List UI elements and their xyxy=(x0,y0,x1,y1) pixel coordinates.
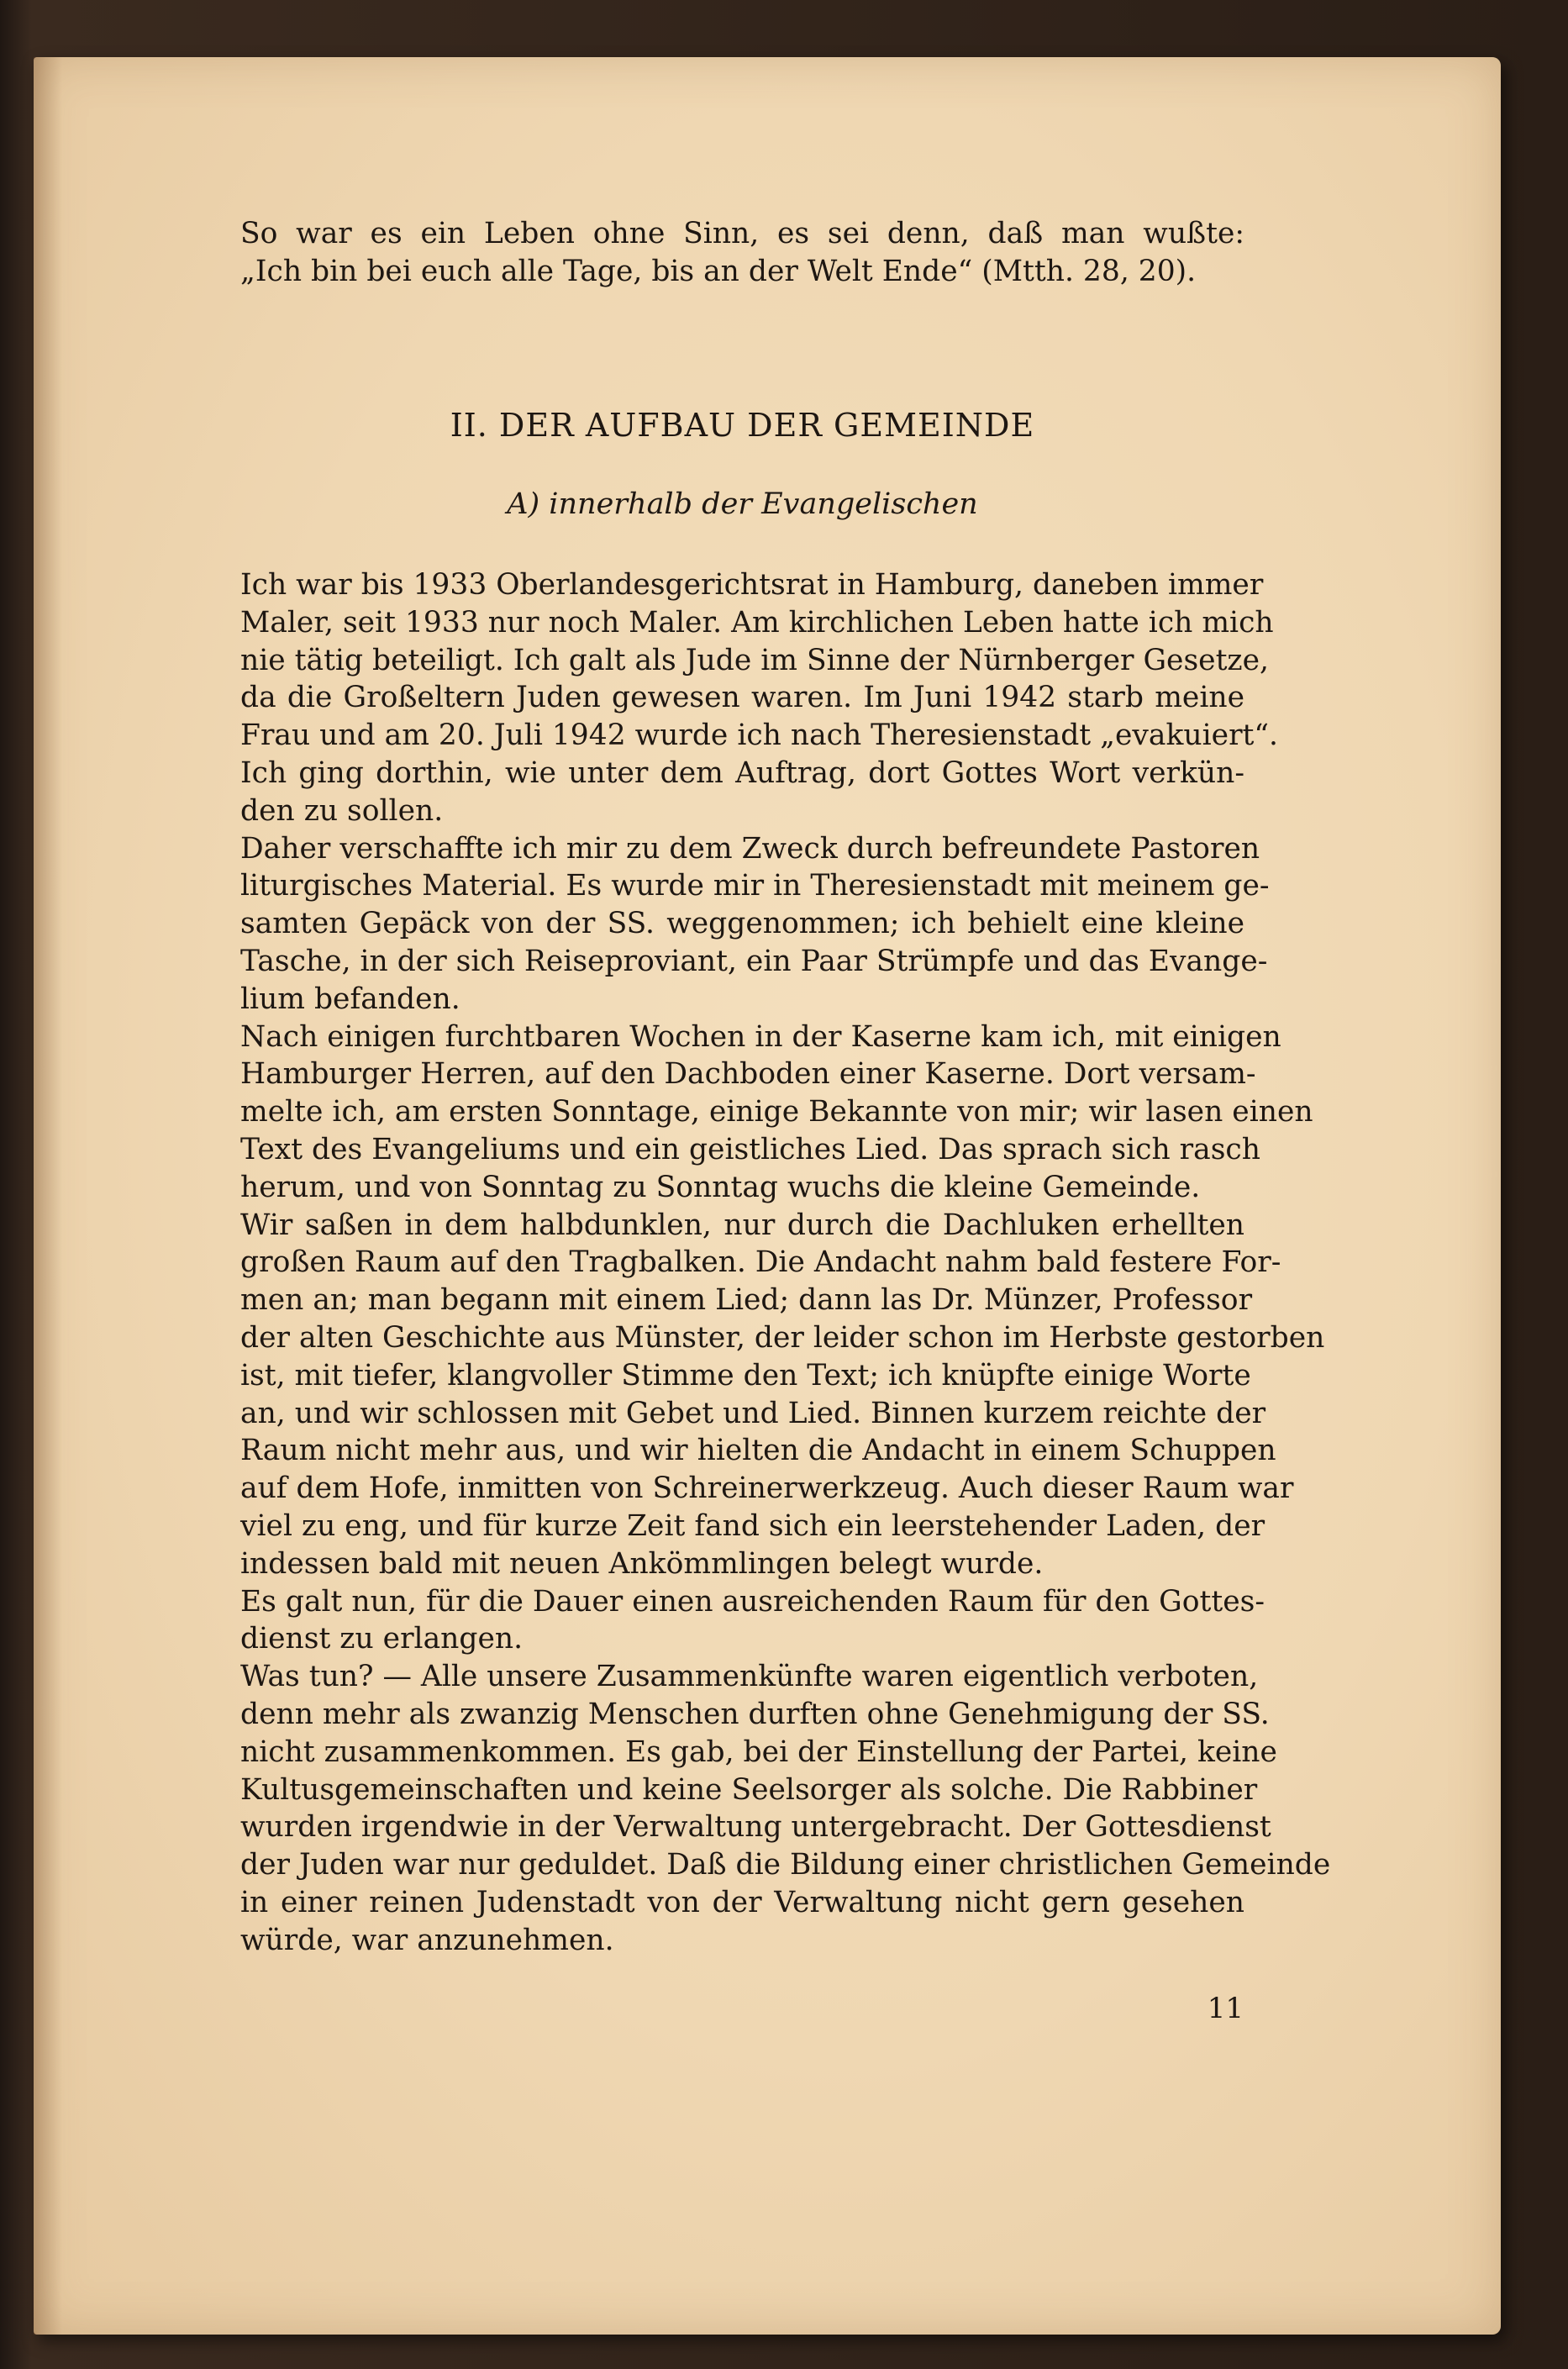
paragraph xyxy=(240,755,1244,830)
paragraph-line: lium befanden. xyxy=(240,982,460,1016)
paragraph xyxy=(240,830,1270,1019)
paragraph-line: denn mehr als zwanzig Menschen durften ohne Genehmigung der SS. xyxy=(240,1697,1270,1731)
paragraph xyxy=(240,1583,1265,1659)
paragraph-line: Ich war bis 1933 Oberlandesgerichtsrat in Hamburg, daneben immer xyxy=(240,568,1264,602)
paragraph-line: in einer reinen Judenstadt von der Verwaltung nicht gern gesehen xyxy=(240,1885,1244,1919)
paragraph-line: der alten Geschichte aus Münster, der leider schon im Herbste gestorben xyxy=(240,1320,1325,1355)
paragraph xyxy=(240,1658,1331,1959)
paragraph-line: Raum nicht mehr aus, und wir hielten die Andacht in einem Schuppen xyxy=(240,1434,1276,1468)
paragraph-line: Tasche, in der sich Reiseproviant, ein Paar Strümpfe und das Evange- xyxy=(240,944,1268,978)
paragraph-line: Ich ging dorthin, wie unter dem Auftrag, dort Gottes Wort verkün- xyxy=(240,755,1244,790)
paragraph-line: Frau und am 20. Juli 1942 wurde ich nach Theresienstadt „evakuiert“. xyxy=(240,719,1279,753)
paragraph-line: dienst zu erlangen. xyxy=(240,1622,524,1656)
paragraph-line: Wir saßen in dem halbdunklen, nur durch die Dachluken erhellten xyxy=(240,1208,1244,1242)
paragraph-line: ist, mit tiefer, klangvoller Stimme den Text; ich knüpfte einige Worte xyxy=(240,1358,1251,1392)
paragraph-line: da die Großeltern Juden gewesen waren. Im Juni 1942 starb meine xyxy=(240,681,1244,715)
intro-line: So war es ein Leben ohne Sinn, es sei denn, daß man wußte: xyxy=(240,217,1244,250)
paragraph-line: men an; man begann mit einem Lied; dann las Dr. Münzer, Professor xyxy=(240,1283,1253,1318)
paragraph-line: indessen bald mit neuen Ankömmlingen belegt wurde. xyxy=(240,1546,1044,1581)
paragraph-line: nicht zusammenkommen. Es gab, bei der Einstellung der Partei, keine xyxy=(240,1735,1277,1769)
paragraph-line: auf dem Hofe, inmitten von Schreinerwerkzeug. Auch dieser Raum war xyxy=(240,1471,1294,1506)
intro-line: „Ich bin bei euch alle Tage, bis an der Welt Ende“ (Mtth. 28, 20). xyxy=(240,255,1197,288)
paragraph-line: melte ich, am ersten Sonntage, einige Bekannte von mir; wir lasen einen xyxy=(240,1095,1313,1129)
chapter-heading: II. DER AUFBAU DER GEMEINDE xyxy=(450,407,1035,444)
paragraph-line: an, und wir schlossen mit Gebet und Lied. Binnen kurzem reichte der xyxy=(240,1396,1266,1430)
paragraph-line: liturgisches Material. Es wurde mir in Theresienstadt mit meinem ge- xyxy=(240,869,1270,903)
paragraph-line: Nach einigen furchtbaren Wochen in der Kaserne kam ich, mit einigen xyxy=(240,1019,1281,1054)
paragraph-line: Was tun? — Alle unsere Zusammenkünfte waren eigentlich verboten, xyxy=(240,1660,1259,1694)
body-text xyxy=(240,566,1331,1959)
page-number: 11 xyxy=(1207,1992,1244,2025)
paragraph-line: Daher verschaffte ich mir zu dem Zweck durch befreundete Pastoren xyxy=(240,831,1260,866)
paragraph-line: den zu sollen. xyxy=(240,793,444,828)
section-heading: A) innerhalb der Evangelischen xyxy=(507,487,978,521)
paragraph-line: Kultusgemeinschaften und keine Seelsorger als solche. Die Rabbiner xyxy=(240,1772,1258,1807)
paragraph-line: großen Raum auf den Tragbalken. Die Andacht nahm bald festere For- xyxy=(240,1245,1281,1280)
paragraph xyxy=(240,1207,1325,1583)
paragraph-line: wurden irgendwie in der Verwaltung untergebracht. Der Gottesdienst xyxy=(240,1810,1271,1845)
paragraph-line: nie tätig beteiligt. Ich galt als Jude im Sinne der Nürnberger Gesetze, xyxy=(240,643,1269,677)
paragraph-line: samten Gepäck von der SS. weggenommen; ich behielt eine kleine xyxy=(240,907,1244,941)
paragraph-line: Es galt nun, für die Dauer einen ausreichenden Raum für den Gottes- xyxy=(240,1584,1265,1619)
page-gutter-shadow xyxy=(34,57,62,2335)
paragraph-line: Text des Evangeliums und ein geistliches Lied. Das sprach sich rasch xyxy=(240,1132,1260,1166)
intro-text xyxy=(240,215,1244,291)
paragraph xyxy=(240,566,1279,755)
paragraph xyxy=(240,1019,1313,1207)
paragraph-line: viel zu eng, und für kurze Zeit fand sich ein leerstehender Laden, der xyxy=(240,1508,1265,1543)
paragraph-line: würde, war anzunehmen. xyxy=(240,1923,614,1957)
paragraph-line: Maler, seit 1933 nur noch Maler. Am kirchlichen Leben hatte ich mich xyxy=(240,605,1274,640)
paragraph-line: der Juden war nur geduldet. Daß die Bildung einer christlichen Gemeinde xyxy=(240,1848,1331,1882)
paragraph-line: herum, und von Sonntag zu Sonntag wuchs die kleine Gemeinde. xyxy=(240,1170,1201,1204)
paragraph-line: Hamburger Herren, auf den Dachboden einer Kaserne. Dort versam- xyxy=(240,1057,1256,1092)
